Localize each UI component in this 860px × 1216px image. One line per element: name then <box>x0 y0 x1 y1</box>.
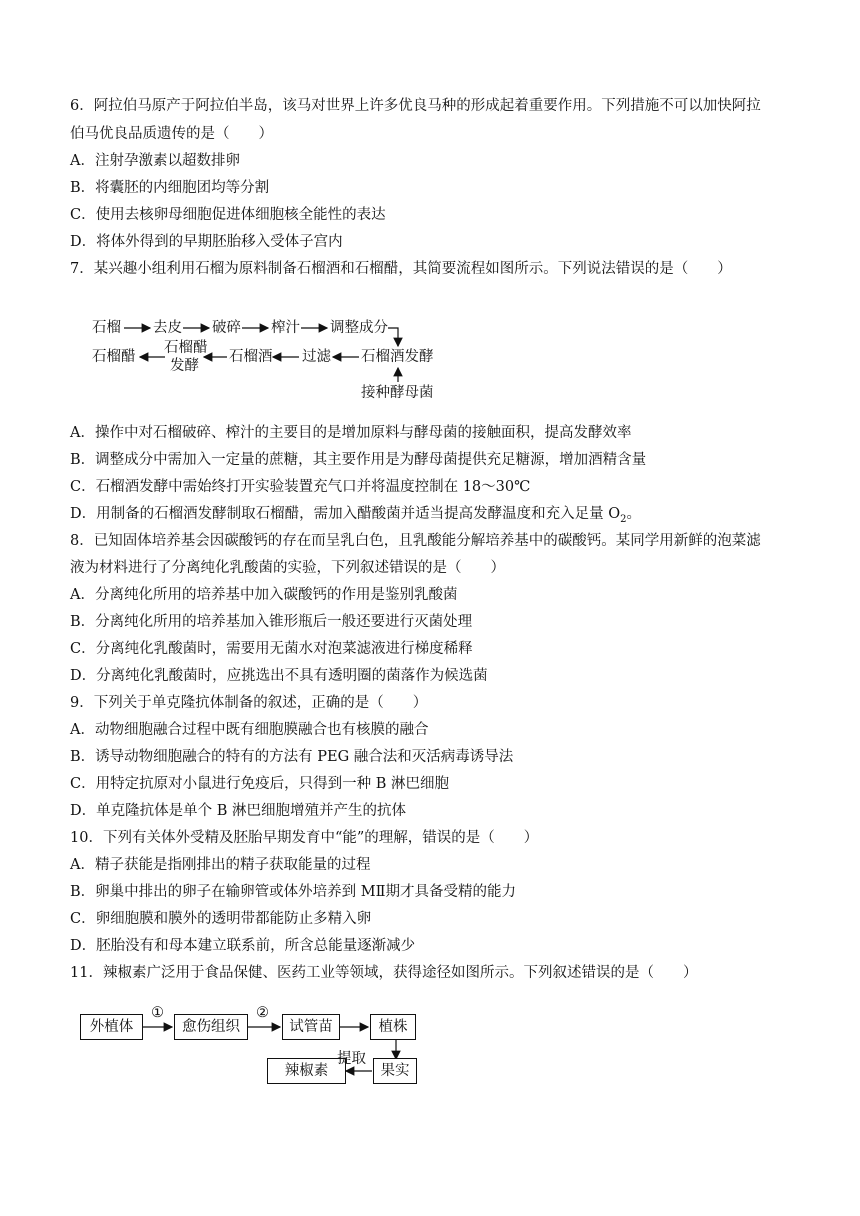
q10-option-c: C．卵细胞膜和膜外的透明带都能防止多精入卵 <box>70 911 372 927</box>
q8-stem-line2: 液为材料进行了分离纯化乳酸菌的实验，下列叙述错误的是（ ） <box>70 560 505 576</box>
q7-stem: 7．某兴趣小组利用石榴为原料制备石榴酒和石榴醋，其简要流程如图所示。下列说法错误的是（ ） <box>70 261 732 277</box>
flow-node-adjust: 调整成分 <box>330 320 388 336</box>
flow-node-wine-ferment: 石榴酒发酵 <box>361 349 434 365</box>
q11-box-fruit: 果实 <box>373 1058 417 1084</box>
flow-node-juice: 榨汁 <box>271 320 300 336</box>
flow-node-vinegar: 石榴醋 <box>92 349 136 365</box>
q9-option-c: C．用特定抗原对小鼠进行免疫后，只得到一种 B 淋巴细胞 <box>70 776 449 792</box>
q6-stem-line2: 伯马优良品质遗传的是（ ） <box>70 126 273 142</box>
q11-step-1: ① <box>151 1005 164 1021</box>
flow-node-wine: 石榴酒 <box>229 349 273 365</box>
q6-option-b: B．将囊胚的内细胞团均等分割 <box>70 180 270 196</box>
q11-box-callus: 愈伤组织 <box>174 1014 248 1040</box>
flow-node-inoculate-yeast: 接种酵母菌 <box>361 385 434 401</box>
q8-stem-line1: 8．已知固体培养基会因碳酸钙的存在而呈乳白色，且乳酸能分解培养基中的碳酸钙。某同学用新鲜的泡菜滤 <box>70 533 761 549</box>
q7-option-d-subscript: 2 <box>620 513 627 525</box>
q6-option-d: D．将体外得到的早期胚胎移入受体子宫内 <box>70 234 343 250</box>
q9-stem: 9．下列关于单克隆抗体制备的叙述，正确的是（ ） <box>70 695 428 711</box>
q7-option-d-end: 。 <box>626 506 641 522</box>
q6-option-c: C．使用去核卵母细胞促进体细胞核全能性的表达 <box>70 207 386 223</box>
q7-option-a: A．操作中对石榴破碎、榨汁的主要目的是增加原料与酵母菌的接触面积，提高发酵效率 <box>70 425 632 441</box>
q8-option-d: D．分离纯化乳酸菌时，应挑选出不具有透明圈的菌落作为候选菌 <box>70 668 488 684</box>
flow-node-peel: 去皮 <box>153 320 182 336</box>
q11-box-capsaicin: 辣椒素 <box>267 1058 346 1084</box>
q10-option-a: A．精子获能是指刚排出的精子获取能量的过程 <box>70 857 371 873</box>
q11-box-plantlet: 试管苗 <box>282 1014 340 1040</box>
flow-node-pomegranate: 石榴 <box>92 320 121 336</box>
q6-option-a: A．注射孕激素以超数排卵 <box>70 153 240 169</box>
flow-node-crush: 破碎 <box>212 320 241 336</box>
q6-stem-line1: 6．阿拉伯马原产于阿拉伯半岛，该马对世界上许多优良马种的形成起着重要作用。下列措施不可以加快阿拉 <box>70 98 761 114</box>
q8-option-c: C．分离纯化乳酸菌时，需要用无菌水对泡菜滤液进行梯度稀释 <box>70 641 473 657</box>
flow-node-filter: 过滤 <box>302 349 331 365</box>
q9-option-a: A．动物细胞融合过程中既有细胞膜融合也有核膜的融合 <box>70 722 429 738</box>
q8-option-a: A．分离纯化所用的培养基中加入碳酸钙的作用是鉴别乳酸菌 <box>70 587 458 603</box>
q10-option-d: D．胚胎没有和母本建立联系前，所含总能量逐渐减少 <box>70 938 416 954</box>
q7-option-d-text: D．用制备的石榴酒发酵制取石榴醋，需加入醋酸菌并适当提高发酵温度和充入足量 O <box>70 506 621 522</box>
q11-step-2: ② <box>256 1005 269 1021</box>
q7-option-c: C．石榴酒发酵中需始终打开实验装置充气口并将温度控制在 18～30℃ <box>70 479 531 495</box>
q11-extract-label: 提取 <box>337 1051 366 1067</box>
q8-option-b: B．分离纯化所用的培养基加入锥形瓶后一般还要进行灭菌处理 <box>70 614 473 630</box>
q7-option-b: B．调整成分中需加入一定量的蔗糖，其主要作用是为酵母菌提供充足糖源，增加酒精含量 <box>70 452 647 468</box>
flow-node-vinegar-ferment: 发酵 <box>170 358 199 374</box>
q10-stem: 10．下列有关体外受精及胚胎早期发育中“能”的理解，错误的是（ ） <box>70 830 539 846</box>
q9-option-b: B．诱导动物细胞融合的特有的方法有 PEG 融合法和灭活病毒诱导法 <box>70 749 514 765</box>
q11-stem: 11．辣椒素广泛用于食品保健、医药工业等领域，获得途径如图所示。下列叙述错误的是（ ） <box>70 965 698 981</box>
q10-option-b: B．卵巢中排出的卵子在输卵管或体外培养到 MⅡ期才具备受精的能力 <box>70 884 516 900</box>
q9-option-d: D．单克隆抗体是单个 B 淋巴细胞增殖并产生的抗体 <box>70 803 406 819</box>
q11-box-plant: 植株 <box>370 1014 416 1040</box>
q11-box-explant: 外植体 <box>80 1014 143 1040</box>
flow-node-vinegar-label: 石榴醋 <box>164 340 208 356</box>
